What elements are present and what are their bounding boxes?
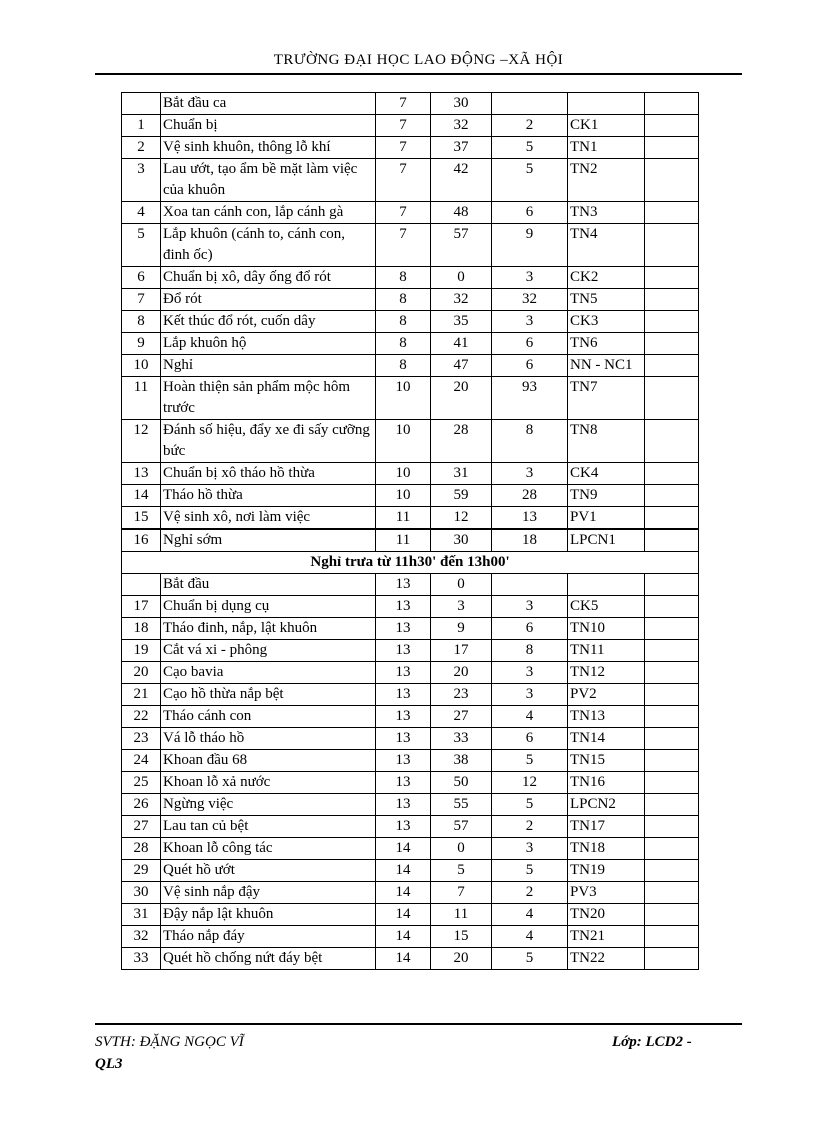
cell-hour: 10 [376, 463, 431, 485]
cell-code: TN6 [568, 333, 645, 355]
cell-step-number: 4 [122, 202, 161, 224]
cell-duration: 3 [492, 684, 568, 706]
table-row [122, 267, 699, 289]
cell-note [645, 684, 699, 706]
cell-hour: 13 [376, 706, 431, 728]
table-row [122, 640, 699, 662]
cell-task-name: Chuẩn bị dụng cụ [161, 596, 376, 618]
table-row [122, 794, 699, 816]
cell-minute: 0 [431, 838, 492, 860]
cell-task-name: Kết thúc đổ rót, cuốn dây [161, 311, 376, 333]
cell-step-number: 17 [122, 596, 161, 618]
cell-minute: 48 [431, 202, 492, 224]
cell-note [645, 333, 699, 355]
cell-minute: 11 [431, 904, 492, 926]
table-row [122, 948, 699, 970]
cell-code: TN12 [568, 662, 645, 684]
cell-duration: 4 [492, 706, 568, 728]
cell-step-number: 32 [122, 926, 161, 948]
cell-step-number: 1 [122, 115, 161, 137]
cell-code: TN1 [568, 137, 645, 159]
cell-note [645, 816, 699, 838]
cell-note [645, 728, 699, 750]
cell-note [645, 463, 699, 485]
table-row [122, 838, 699, 860]
cell-step-number: 16 [122, 529, 161, 552]
cell-note [645, 115, 699, 137]
cell-note [645, 574, 699, 596]
cell-hour: 13 [376, 728, 431, 750]
cell-code: CK4 [568, 463, 645, 485]
cell-note [645, 420, 699, 463]
cell-task-name: Vá lỗ tháo hồ [161, 728, 376, 750]
footer-student-name: SVTH: ĐẶNG NGỌC VĨ [95, 1034, 244, 1050]
cell-hour: 7 [376, 137, 431, 159]
cell-duration: 6 [492, 355, 568, 377]
cell-step-number: 27 [122, 816, 161, 838]
cell-duration: 2 [492, 115, 568, 137]
cell-hour: 7 [376, 159, 431, 202]
cell-hour: 14 [376, 882, 431, 904]
cell-task-name: Nghỉ [161, 355, 376, 377]
cell-duration: 93 [492, 377, 568, 420]
cell-duration: 4 [492, 904, 568, 926]
cell-task-name: Nghỉ sớm [161, 529, 376, 552]
cell-duration: 18 [492, 529, 568, 552]
cell-step-number: 13 [122, 463, 161, 485]
lunch-break-row [122, 552, 699, 574]
cell-minute: 28 [431, 420, 492, 463]
cell-duration: 2 [492, 882, 568, 904]
cell-code: TN17 [568, 816, 645, 838]
cell-code: TN10 [568, 618, 645, 640]
cell-code: TN20 [568, 904, 645, 926]
cell-task-name: Cạo bavia [161, 662, 376, 684]
cell-hour: 14 [376, 948, 431, 970]
cell-task-name: Ngừng việc [161, 794, 376, 816]
cell-code: NN - NC1 [568, 355, 645, 377]
cell-task-name: Quét hồ ướt [161, 860, 376, 882]
cell-minute: 15 [431, 926, 492, 948]
cell-hour: 10 [376, 420, 431, 463]
table-row [122, 159, 699, 202]
footer-divider [95, 1023, 742, 1025]
cell-task-name: Đổ rót [161, 289, 376, 311]
cell-note [645, 507, 699, 530]
table-row [122, 904, 699, 926]
cell-step-number: 9 [122, 333, 161, 355]
cell-task-name: Tháo cánh con [161, 706, 376, 728]
cell-hour: 13 [376, 684, 431, 706]
cell-task-name: Cắt vá xi - phông [161, 640, 376, 662]
cell-note [645, 706, 699, 728]
cell-duration: 5 [492, 860, 568, 882]
cell-step-number: 19 [122, 640, 161, 662]
cell-code: TN2 [568, 159, 645, 202]
cell-code: CK3 [568, 311, 645, 333]
cell-note [645, 860, 699, 882]
cell-minute: 32 [431, 115, 492, 137]
cell-duration: 6 [492, 728, 568, 750]
cell-code: TN8 [568, 420, 645, 463]
table-row [122, 706, 699, 728]
cell-note [645, 485, 699, 507]
cell-task-name: Đánh số hiệu, đẩy xe đi sấy cưỡng bức [161, 420, 376, 463]
table-row [122, 926, 699, 948]
cell-code: LPCN1 [568, 529, 645, 552]
cell-duration: 3 [492, 463, 568, 485]
table-row [122, 618, 699, 640]
cell-step-number: 2 [122, 137, 161, 159]
cell-minute: 9 [431, 618, 492, 640]
table-row [122, 115, 699, 137]
cell-minute: 3 [431, 596, 492, 618]
cell-hour: 8 [376, 267, 431, 289]
cell-hour: 13 [376, 794, 431, 816]
cell-minute: 50 [431, 772, 492, 794]
cell-code: TN18 [568, 838, 645, 860]
cell-note [645, 882, 699, 904]
cell-duration: 12 [492, 772, 568, 794]
cell-hour: 14 [376, 860, 431, 882]
cell-hour: 13 [376, 618, 431, 640]
cell-duration: 3 [492, 267, 568, 289]
cell-code: PV1 [568, 507, 645, 530]
cell-minute: 17 [431, 640, 492, 662]
cell-duration: 3 [492, 596, 568, 618]
cell-duration [492, 574, 568, 596]
table-row [122, 377, 699, 420]
cell-note [645, 137, 699, 159]
cell-duration: 9 [492, 224, 568, 267]
cell-duration: 5 [492, 794, 568, 816]
cell-code: PV2 [568, 684, 645, 706]
cell-task-name: Hoàn thiện sản phẩm mộc hôm trước [161, 377, 376, 420]
cell-note [645, 529, 699, 552]
cell-task-name: Khoan lỗ xả nước [161, 772, 376, 794]
cell-step-number: 23 [122, 728, 161, 750]
cell-minute: 23 [431, 684, 492, 706]
table-row [122, 684, 699, 706]
cell-task-name: Vệ sinh nắp đậy [161, 882, 376, 904]
cell-hour: 10 [376, 377, 431, 420]
cell-step-number: 26 [122, 794, 161, 816]
cell-note [645, 202, 699, 224]
table-body [122, 93, 699, 970]
cell-code: CK5 [568, 596, 645, 618]
cell-note [645, 311, 699, 333]
cell-step-number: 11 [122, 377, 161, 420]
cell-duration: 5 [492, 159, 568, 202]
table-row [122, 137, 699, 159]
cell-hour: 14 [376, 838, 431, 860]
cell-task-name: Quét hồ chống nứt đáy bệt [161, 948, 376, 970]
cell-minute: 35 [431, 311, 492, 333]
table-row [122, 529, 699, 552]
table-row [122, 355, 699, 377]
cell-code: CK1 [568, 115, 645, 137]
table-row [122, 202, 699, 224]
cell-hour: 13 [376, 816, 431, 838]
cell-code: CK2 [568, 267, 645, 289]
table-row [122, 311, 699, 333]
cell-minute: 0 [431, 574, 492, 596]
table-row [122, 816, 699, 838]
cell-code: TN19 [568, 860, 645, 882]
cell-task-name: Vệ sinh xô, nơi làm việc [161, 507, 376, 530]
cell-task-name: Khoan lỗ công tác [161, 838, 376, 860]
table-row [122, 772, 699, 794]
cell-code: TN22 [568, 948, 645, 970]
cell-duration: 4 [492, 926, 568, 948]
table-row [122, 882, 699, 904]
cell-code: TN21 [568, 926, 645, 948]
cell-code: TN14 [568, 728, 645, 750]
cell-step-number: 22 [122, 706, 161, 728]
cell-task-name: Lau tan củ bệt [161, 816, 376, 838]
cell-hour: 8 [376, 311, 431, 333]
cell-task-name: Tháo đinh, nắp, lật khuôn [161, 618, 376, 640]
cell-code: TN3 [568, 202, 645, 224]
table-row [122, 333, 699, 355]
cell-note [645, 267, 699, 289]
cell-duration: 6 [492, 618, 568, 640]
cell-task-name: Lắp khuôn hộ [161, 333, 376, 355]
cell-task-name: Vệ sinh khuôn, thông lỗ khí [161, 137, 376, 159]
cell-note [645, 159, 699, 202]
table-row [122, 728, 699, 750]
cell-minute: 27 [431, 706, 492, 728]
cell-hour: 13 [376, 750, 431, 772]
cell-code: LPCN2 [568, 794, 645, 816]
cell-hour: 13 [376, 574, 431, 596]
cell-minute: 41 [431, 333, 492, 355]
cell-hour: 13 [376, 596, 431, 618]
cell-step-number: 14 [122, 485, 161, 507]
cell-task-name: Tháo hồ thừa [161, 485, 376, 507]
cell-hour: 13 [376, 772, 431, 794]
table-row [122, 485, 699, 507]
cell-task-name: Bắt đầu ca [161, 93, 376, 115]
cell-task-name: Lau ướt, tạo ẩm bề mặt làm việc của khuôn [161, 159, 376, 202]
cell-duration: 2 [492, 816, 568, 838]
cell-hour: 7 [376, 115, 431, 137]
cell-minute: 30 [431, 93, 492, 115]
cell-code: TN9 [568, 485, 645, 507]
cell-hour: 14 [376, 904, 431, 926]
cell-duration: 28 [492, 485, 568, 507]
footer-student-class-suffix: QL3 [95, 1056, 123, 1072]
cell-duration: 5 [492, 137, 568, 159]
cell-step-number [122, 93, 161, 115]
table-row [122, 750, 699, 772]
cell-note [645, 904, 699, 926]
cell-hour: 8 [376, 289, 431, 311]
cell-note [645, 640, 699, 662]
cell-note [645, 355, 699, 377]
cell-note [645, 794, 699, 816]
cell-task-name: Chuẩn bị xô tháo hồ thừa [161, 463, 376, 485]
cell-duration: 32 [492, 289, 568, 311]
table-row [122, 574, 699, 596]
cell-duration: 13 [492, 507, 568, 530]
cell-note [645, 662, 699, 684]
cell-note [645, 926, 699, 948]
cell-minute: 55 [431, 794, 492, 816]
table-row [122, 596, 699, 618]
cell-minute: 5 [431, 860, 492, 882]
table-row [122, 507, 699, 530]
cell-duration: 8 [492, 420, 568, 463]
cell-minute: 47 [431, 355, 492, 377]
cell-duration: 3 [492, 662, 568, 684]
cell-code: TN16 [568, 772, 645, 794]
cell-step-number: 28 [122, 838, 161, 860]
cell-step-number: 7 [122, 289, 161, 311]
cell-hour: 7 [376, 224, 431, 267]
cell-note [645, 93, 699, 115]
cell-minute: 42 [431, 159, 492, 202]
table-row [122, 463, 699, 485]
cell-minute: 7 [431, 882, 492, 904]
cell-step-number: 30 [122, 882, 161, 904]
cell-step-number: 29 [122, 860, 161, 882]
cell-step-number: 12 [122, 420, 161, 463]
cell-hour: 7 [376, 202, 431, 224]
cell-minute: 38 [431, 750, 492, 772]
table-row [122, 420, 699, 463]
cell-hour: 11 [376, 529, 431, 552]
cell-hour: 11 [376, 507, 431, 530]
cell-minute: 32 [431, 289, 492, 311]
cell-task-name: Lắp khuôn (cánh to, cánh con, đinh ốc) [161, 224, 376, 267]
cell-hour: 7 [376, 93, 431, 115]
header-divider [95, 73, 742, 75]
cell-hour: 13 [376, 640, 431, 662]
cell-note [645, 948, 699, 970]
cell-note [645, 750, 699, 772]
cell-task-name: Cạo hồ thừa nắp bệt [161, 684, 376, 706]
cell-note [645, 772, 699, 794]
cell-minute: 37 [431, 137, 492, 159]
cell-code: TN11 [568, 640, 645, 662]
cell-step-number: 8 [122, 311, 161, 333]
cell-duration [492, 93, 568, 115]
cell-minute: 59 [431, 485, 492, 507]
cell-step-number: 5 [122, 224, 161, 267]
cell-minute: 33 [431, 728, 492, 750]
cell-hour: 8 [376, 355, 431, 377]
cell-duration: 6 [492, 202, 568, 224]
cell-step-number: 10 [122, 355, 161, 377]
work-timing-table [121, 92, 699, 970]
table-row [122, 860, 699, 882]
cell-code: TN13 [568, 706, 645, 728]
cell-step-number [122, 574, 161, 596]
cell-duration: 8 [492, 640, 568, 662]
cell-minute: 20 [431, 948, 492, 970]
cell-minute: 0 [431, 267, 492, 289]
cell-step-number: 18 [122, 618, 161, 640]
cell-task-name: Bắt đầu [161, 574, 376, 596]
cell-duration: 5 [492, 948, 568, 970]
cell-note [645, 224, 699, 267]
cell-minute: 20 [431, 377, 492, 420]
cell-code: TN7 [568, 377, 645, 420]
cell-hour: 10 [376, 485, 431, 507]
cell-note [645, 377, 699, 420]
cell-step-number: 15 [122, 507, 161, 530]
cell-task-name: Đậy nắp lật khuôn [161, 904, 376, 926]
cell-note [645, 289, 699, 311]
cell-duration: 5 [492, 750, 568, 772]
cell-minute: 57 [431, 224, 492, 267]
cell-code: TN4 [568, 224, 645, 267]
cell-minute: 30 [431, 529, 492, 552]
cell-minute: 20 [431, 662, 492, 684]
cell-step-number: 33 [122, 948, 161, 970]
cell-code: TN15 [568, 750, 645, 772]
cell-duration: 3 [492, 838, 568, 860]
cell-code [568, 574, 645, 596]
table-row [122, 224, 699, 267]
cell-minute: 57 [431, 816, 492, 838]
lunch-break-label: Nghỉ trưa từ 11h30' đến 13h00' [122, 552, 699, 574]
cell-task-name: Khoan đầu 68 [161, 750, 376, 772]
cell-note [645, 618, 699, 640]
cell-task-name: Chuẩn bị [161, 115, 376, 137]
cell-minute: 31 [431, 463, 492, 485]
cell-step-number: 6 [122, 267, 161, 289]
cell-step-number: 21 [122, 684, 161, 706]
cell-code: TN5 [568, 289, 645, 311]
footer-student [95, 1031, 244, 1075]
cell-task-name: Chuẩn bị xô, dây ống đổ rót [161, 267, 376, 289]
cell-step-number: 3 [122, 159, 161, 202]
cell-note [645, 838, 699, 860]
cell-step-number: 24 [122, 750, 161, 772]
footer-class-label: Lớp: LCD2 - [612, 1034, 692, 1050]
cell-minute: 12 [431, 507, 492, 530]
page-header-title: TRƯỜNG ĐẠI HỌC LAO ĐỘNG –XÃ HỘI [273, 52, 564, 68]
cell-duration: 6 [492, 333, 568, 355]
cell-code: PV3 [568, 882, 645, 904]
cell-step-number: 20 [122, 662, 161, 684]
table-row [122, 662, 699, 684]
cell-step-number: 31 [122, 904, 161, 926]
cell-duration: 3 [492, 311, 568, 333]
cell-hour: 8 [376, 333, 431, 355]
cell-note [645, 596, 699, 618]
cell-task-name: Xoa tan cánh con, lắp cánh gà [161, 202, 376, 224]
cell-code [568, 93, 645, 115]
cell-task-name: Tháo nắp đáy [161, 926, 376, 948]
table-row [122, 93, 699, 115]
table-row [122, 289, 699, 311]
cell-step-number: 25 [122, 772, 161, 794]
cell-hour: 14 [376, 926, 431, 948]
cell-hour: 13 [376, 662, 431, 684]
